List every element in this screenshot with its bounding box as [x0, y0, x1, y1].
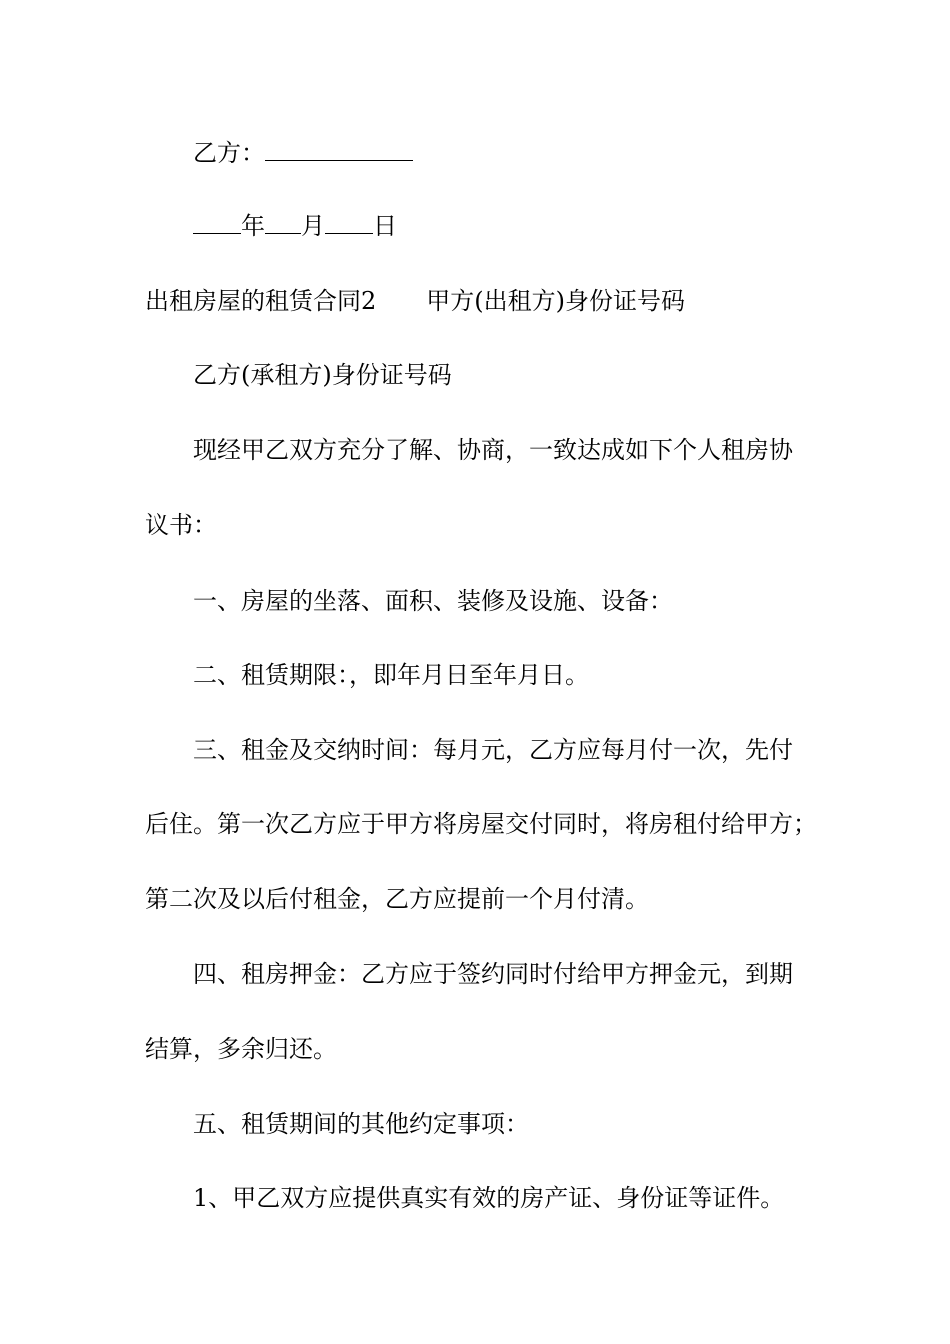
paragraph-line: 四、租房押金：乙方应于签约同时付给甲方押金元，到期 — [193, 960, 793, 988]
paragraph-line: 五、租赁期间的其他约定事项： — [193, 1110, 529, 1138]
party-a-id-label: 甲方(出租方)身份证号码 — [426, 287, 686, 315]
paragraph-line: 三、租金及交纳时间：每月元，乙方应每月付一次，先付 — [193, 736, 793, 764]
party-b-signature-blank — [265, 138, 413, 161]
party-b-id-line — [193, 359, 863, 391]
paragraph-line: 后住。第一次乙方应于甲方将房屋交付同时，将房租付给甲方； — [145, 810, 817, 838]
day-blank — [325, 211, 373, 234]
party-b-id-label: 乙方(承租方)身份证号码 — [193, 361, 452, 389]
paragraph-line: 第二次及以后付租金，乙方应提前一个月付清。 — [145, 885, 649, 913]
paragraph-line: 结算，多余归还。 — [145, 1035, 337, 1063]
contract-title: 出租房屋的租赁合同2 — [145, 287, 377, 315]
paragraph-line: 现经甲乙双方充分了解、协商，一致达成如下个人租房协 — [193, 436, 793, 464]
date-line — [193, 210, 863, 242]
paragraph-line: 一、房屋的坐落、面积、装修及设施、设备： — [193, 587, 673, 615]
year-label: 年 — [241, 212, 265, 240]
month-label: 月 — [301, 212, 325, 240]
paragraph-line: 议书： — [145, 511, 217, 539]
month-blank — [265, 211, 301, 234]
party-b-signature-line — [193, 137, 863, 169]
year-blank — [193, 211, 241, 234]
paragraph-line: 1、甲乙双方应提供真实有效的房产证、身份证等证件。 — [193, 1184, 785, 1212]
contract-heading-line — [145, 285, 815, 317]
party-b-label: 乙方： — [193, 139, 265, 167]
paragraph-line: 二、租赁期限：，即年月日至年月日。 — [193, 661, 589, 689]
day-label: 日 — [373, 212, 397, 240]
